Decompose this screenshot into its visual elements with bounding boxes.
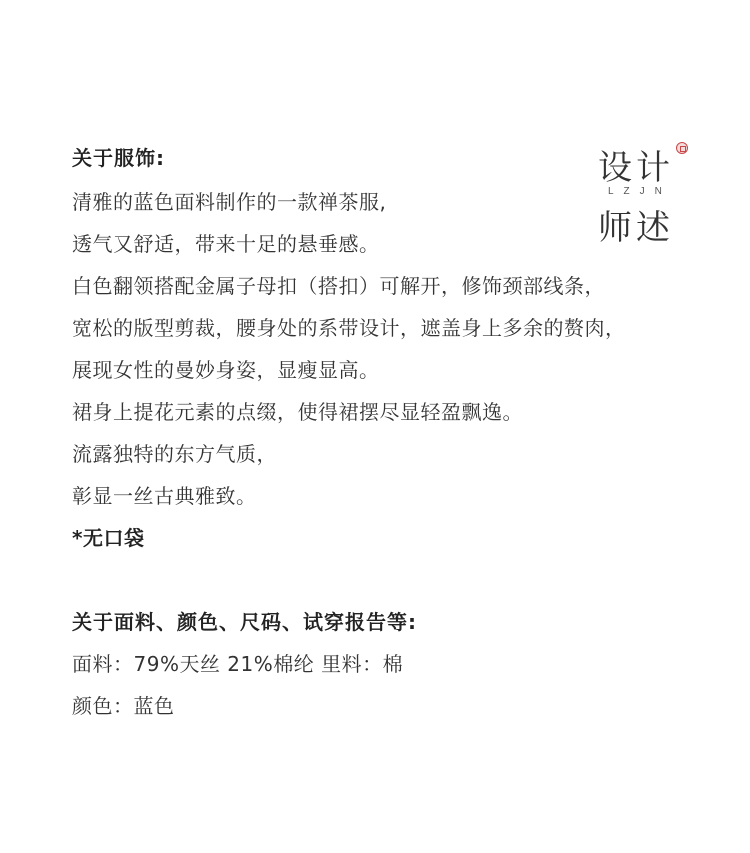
section-title-clothing: 关于服饰: xyxy=(72,146,165,170)
description-line: 裙身上提花元素的点缀，使得裙摆尽显轻盈飘逸。 xyxy=(72,400,523,424)
description-line: 白色翻领搭配金属子母扣（搭扣）可解开，修饰颈部线条， xyxy=(72,274,605,298)
logo-bottom-text: 师述 xyxy=(598,208,674,248)
description-line: 宽松的版型剪裁，腰身处的系带设计，遮盖身上多余的赘肉， xyxy=(72,316,626,340)
logo-top-text: 设计 xyxy=(598,148,674,188)
section-title-fabric: 关于面料、颜色、尺码、试穿报告等: xyxy=(72,610,417,634)
fabric-info: 面料：79%天丝 21%棉纶 里料：棉 xyxy=(72,652,404,676)
description-line: 彰显一丝古典雅致。 xyxy=(72,484,257,508)
seal-icon xyxy=(676,142,688,154)
brand-logo xyxy=(598,140,694,248)
description-line: 清雅的蓝色面料制作的一款禅茶服, xyxy=(72,190,387,214)
description-line: 展现女性的曼妙身姿，显瘦显高。 xyxy=(72,358,380,382)
description-line: 透气又舒适，带来十足的悬垂感。 xyxy=(72,232,380,256)
logo-sub-text: LZJN xyxy=(608,186,672,197)
color-info: 颜色：蓝色 xyxy=(72,694,175,718)
description-line: 流露独特的东方气质， xyxy=(72,442,277,466)
no-pocket-note: *无口袋 xyxy=(72,526,145,550)
